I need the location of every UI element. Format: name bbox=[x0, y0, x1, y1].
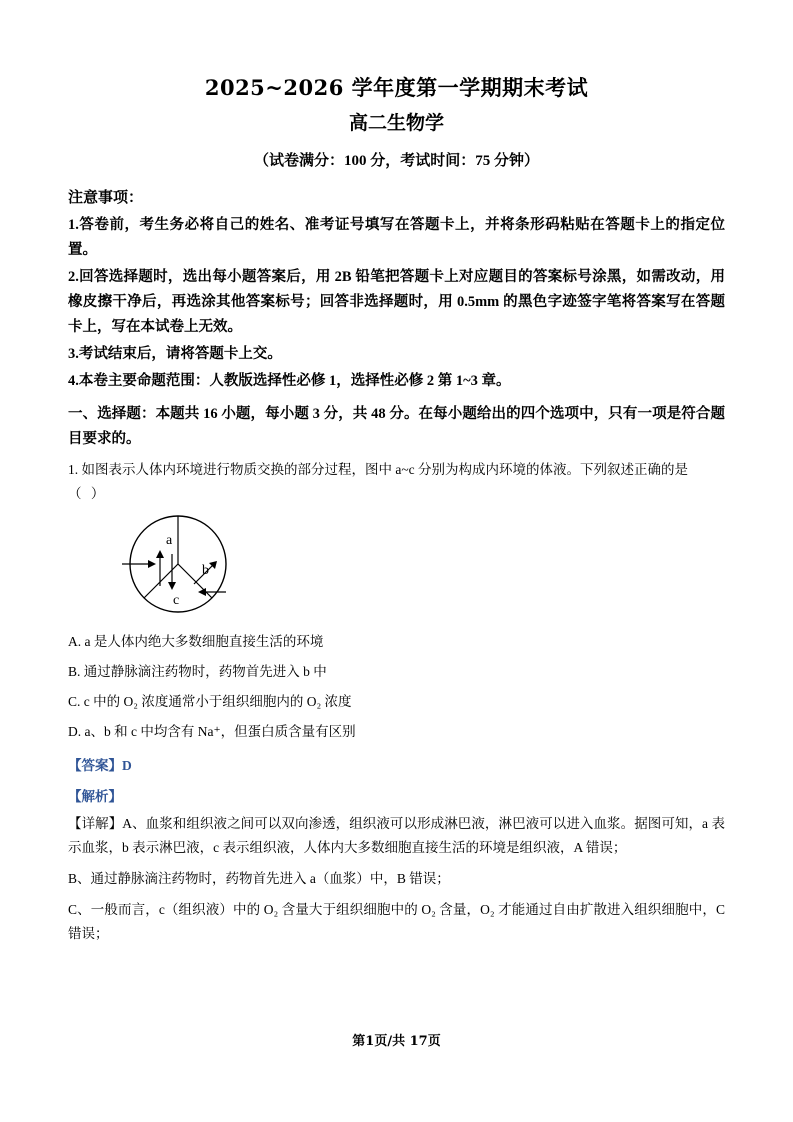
notice-item-3: 3.考试结束后，请将答题卡上交。 bbox=[68, 345, 282, 362]
question-1-answer-bracket: （ ） bbox=[68, 486, 108, 502]
page-title: 2025~2026 学年度第一学期期末考试 bbox=[204, 75, 589, 100]
question-1-stem: 1. 如图表示人体内环境进行物质交换的部分过程，图中 a~c 分别为构成内环境的体液。下列叙述正确的是 bbox=[68, 462, 689, 478]
answer-label: 【答案】 bbox=[68, 758, 122, 774]
figure-label-a: a bbox=[166, 533, 173, 549]
page-footer: 第1页/共 17页 bbox=[352, 1034, 441, 1049]
question-1-answer bbox=[68, 754, 725, 774]
notice-heading: 注意事项： bbox=[68, 190, 144, 206]
question-1-detail-1: 【详解】A、血浆和组织液之间可以双向渗透，组织液可以形成淋巴液，淋巴液可以进入血浆。据图可知，a 表示血浆，b 表示淋巴液，c 表示组织液，人体内大多数细胞直接生活的环境是组织液，A 错误； bbox=[68, 816, 725, 856]
notice-item-4: 4.本卷主要命题范围：人教版选择性必修 1，选择性必修 2 第 1~3 章。 bbox=[68, 372, 511, 389]
internal-environment-diagram bbox=[116, 508, 296, 620]
exam-info: （试卷满分：100 分，考试时间：75 分钟） bbox=[253, 153, 539, 169]
question-1-option-d: D. a、b 和 c 中均含有 Na⁺，但蛋白质含量有区别 bbox=[68, 724, 356, 740]
question-1-figure bbox=[68, 508, 725, 620]
question-1-detail-2: B、通过静脉滴注药物时，药物首先进入 a（血浆）中，B 错误； bbox=[68, 871, 450, 887]
section-heading: 一、选择题：本题共 16 小题，每小题 3 分，共 48 分。在每小题给出的四个选项中，只有一项是符合题目要求的。 bbox=[68, 405, 725, 447]
figure-label-b: b bbox=[202, 563, 209, 579]
question-1-detail-3: C、一般而言，c（组织液）中的 O₂ 含量大于组织细胞中的 O₂ 含量，O₂ 才能通过自由扩散进入组织细胞中，C 错误； bbox=[68, 902, 725, 942]
answer-value: D bbox=[122, 758, 132, 774]
question-1-option-c: C. c 中的 O₂ 浓度通常小于组织细胞内的 O₂ 浓度 bbox=[68, 694, 352, 710]
question-1-option-a: A. a 是人体内绝大多数细胞直接生活的环境 bbox=[68, 634, 324, 650]
subject-title: 高二生物学 bbox=[348, 112, 444, 134]
notice-item-2: 2.回答选择题时，选出每小题答案后，用 2B 铅笔把答题卡上对应题目的答案标号涂黑，如需改动，用橡皮擦干净后，再选涂其他答案标号；回答非选择题时，用 0.5mm 的黑色字迹签字笔将答案写在答题卡上，写在本试卷上无效。 bbox=[68, 268, 725, 335]
question-1-option-b: B. 通过静脉滴注药物时，药物首先进入 b 中 bbox=[68, 664, 327, 680]
question-1-analysis-label: 【解析】 bbox=[68, 789, 122, 805]
figure-label-c: c bbox=[173, 593, 180, 609]
notice-item-1: 1.答卷前，考生务必将自己的姓名、准考证号填写在答题卡上，并将条形码粘贴在答题卡上的指定位置。 bbox=[68, 217, 725, 258]
